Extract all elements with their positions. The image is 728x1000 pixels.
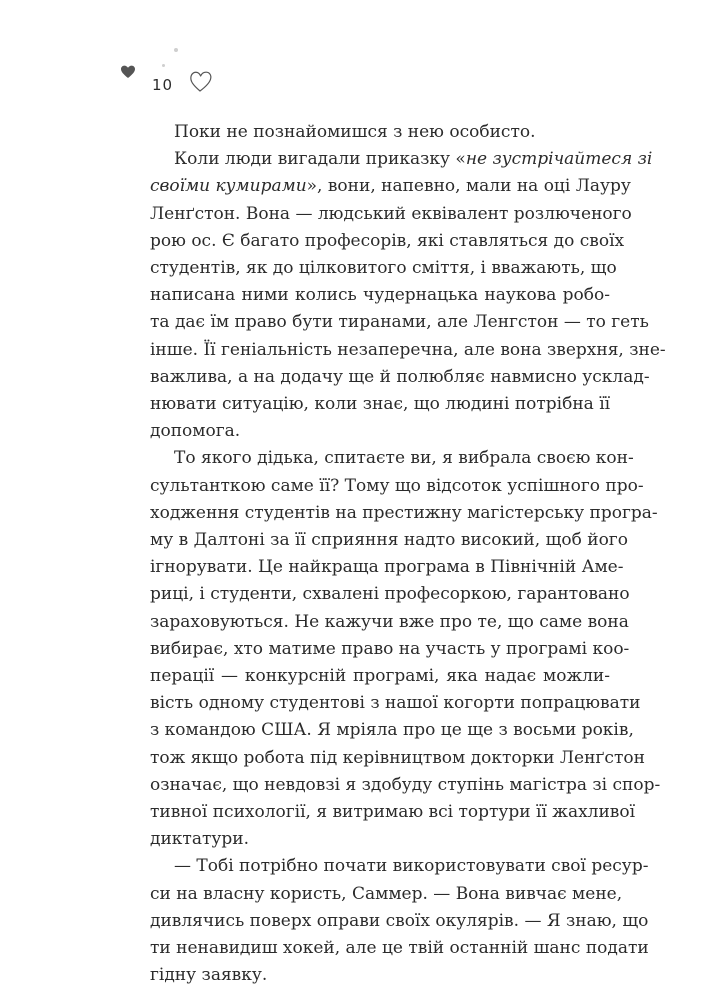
text-line: важлива, а на додачу ще й полюбляє навмисно усклад-	[150, 366, 650, 387]
text-line: тож якщо робота під керівництвом докторки Ленґстон	[150, 747, 645, 768]
text-line: му в Далтоні за її сприяння надто високий, щоб його	[150, 530, 628, 551]
heart-filled-icon	[120, 64, 136, 80]
text-line: — Тобі потрібно почати використовувати свої ресур-	[174, 856, 649, 877]
text-line: риці, і студенти, схвалені професоркою, гарантовано	[150, 584, 630, 605]
text-line: вість одному студентові з нашої когорти попрацювати	[150, 693, 641, 714]
text-line: ходження студентів на престижну магістерську програ-	[150, 502, 658, 523]
text-line: Ленґстон. Вона — людський еквівалент розлюченого	[150, 203, 632, 224]
text-line: ігнорувати. Це найкраща програма в Північній Аме-	[150, 557, 624, 578]
text-line: перації — конкурсній програмі, яка надає можли-	[150, 666, 610, 687]
body-text	[150, 119, 666, 990]
text-line: інше. Її геніальність незаперечна, але вона зверхня, зне-	[150, 339, 666, 360]
text-line: своїми кумирами», вони, напевно, мали на оці Лауру	[150, 176, 631, 197]
text-line: тивної психології, я витримаю всі тортури її жахливої	[150, 802, 636, 823]
text-line: написана ними колись чудернацька наукова робо-	[150, 285, 610, 306]
text-line: То якого дідька, спитаєте ви, я вибрала своєю кон-	[174, 448, 634, 469]
text-line: означає, що невдовзі я здобуду ступінь магістра зі спор-	[150, 774, 661, 795]
text-line: гідну заявку.	[150, 965, 268, 986]
text-line: допомога.	[150, 421, 241, 442]
text-line: з командою США. Я мріяла про це ще з восьми років,	[150, 720, 634, 741]
text-line: студентів, як до цілковитого сміття, і вважають, що	[150, 258, 617, 279]
decorative-dot	[174, 48, 178, 52]
text-line: дивлячись поверх оправи своїх окулярів. — Я знаю, що	[150, 910, 649, 931]
text-line: ти ненавидиш хокей, але це твій останній шанс подати	[150, 938, 649, 959]
text-line: та дає їм право бути тиранами, але Ленгстон — то геть	[150, 312, 649, 333]
text-line: Коли люди вигадали приказку «не зустрічайтеся зі	[174, 149, 653, 170]
heart-outline-icon	[188, 68, 214, 94]
page-header	[116, 40, 236, 110]
text-line: нювати ситуацію, коли знає, що людині потрібна її	[150, 394, 611, 415]
text-line: рою ос. Є багато професорів, які ставляться до своїх	[150, 230, 625, 251]
text-line: си на власну користь, Саммер. — Вона вивчає мене,	[150, 883, 623, 904]
page-number: 10	[152, 76, 174, 94]
text-line: сультанткою саме її? Тому що відсоток успішного про-	[150, 475, 644, 496]
text-line: зараховуються. Не кажучи вже про те, що саме вона	[150, 611, 629, 632]
text-line: диктатури.	[150, 829, 249, 850]
text-line: Поки не познайомишся з нею особисто.	[174, 122, 536, 142]
decorative-dot	[162, 64, 165, 67]
text-line: вибирає, хто матиме право на участь у програмі коо-	[150, 638, 630, 659]
